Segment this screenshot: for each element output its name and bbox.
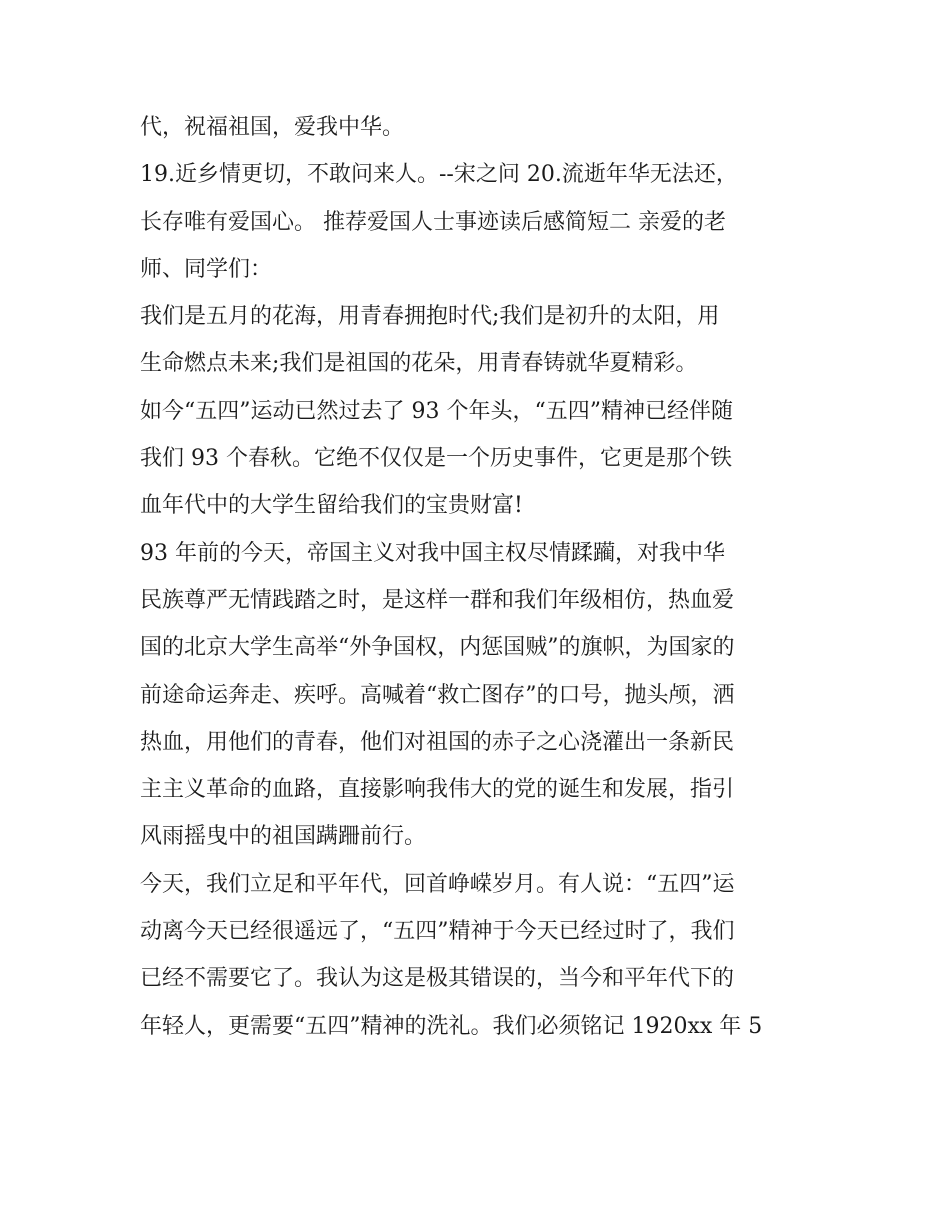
text-line: 已经不需要它了。我认为这是极其错误的，当今和平年代下的 — [140, 966, 735, 992]
text-line: 师、同学们： — [140, 256, 273, 282]
text-line: 年轻人，更需要“五四”精神的洗礼。我们必须铭记 1920xx 年 5 — [140, 1013, 763, 1039]
text-line: 热血，用他们的青春，他们对祖国的赤子之心浇灌出一条新民 — [140, 729, 735, 755]
text-line: 今天，我们立足和平年代，回首峥嵘岁月。有人说：“五四”运 — [140, 871, 735, 897]
text-line: 血年代中的大学生留给我们的宝贵财富! — [140, 493, 523, 519]
text-line: 如今“五四”运动已然过去了 93 个年头，“五四”精神已经伴随 — [140, 398, 733, 424]
text-line: 长存唯有爱国心。 推荐爱国人士事迹读后感简短二 亲爱的老 — [140, 209, 726, 235]
text-line: 动离今天已经很遥远了，“五四”精神于今天已经过时了，我们 — [140, 919, 735, 945]
document-body — [140, 104, 820, 1050]
text-line: 民族尊严无情践踏之时，是这样一群和我们年级相仿，热血爱 — [140, 587, 735, 613]
text-line: 代，祝福祖国，爱我中华。 — [140, 115, 405, 140]
text-line: 我们 93 个春秋。它绝不仅仅是一个历史事件，它更是那个铁 — [140, 446, 732, 472]
text-line: 风雨摇曳中的祖国蹒跚前行。 — [140, 824, 427, 850]
text-line: 主主义革命的血路，直接影响我伟大的党的诞生和发展，指引 — [140, 777, 735, 803]
text-line: 生命燃点未来;我们是祖国的花朵，用青春铸就华夏精彩。 — [140, 351, 698, 377]
text-line: 前途命运奔走、疾呼。高喊着“救亡图存”的口号，抛头颅，洒 — [140, 682, 735, 708]
text-line: 93 年前的今天，帝国主义对我中国主权尽情蹂躏，对我中华 — [140, 540, 725, 566]
text-line: 我们是五月的花海，用青春拥抱时代;我们是初升的太阳，用 — [140, 304, 720, 330]
text-line: 19.近乡情更切，不敢问来人。--宋之问 20.流逝年华无法还， — [140, 162, 738, 188]
text-line: 国的北京大学生高举“外争国权，内惩国贼”的旗帜，为国家的 — [140, 635, 735, 661]
